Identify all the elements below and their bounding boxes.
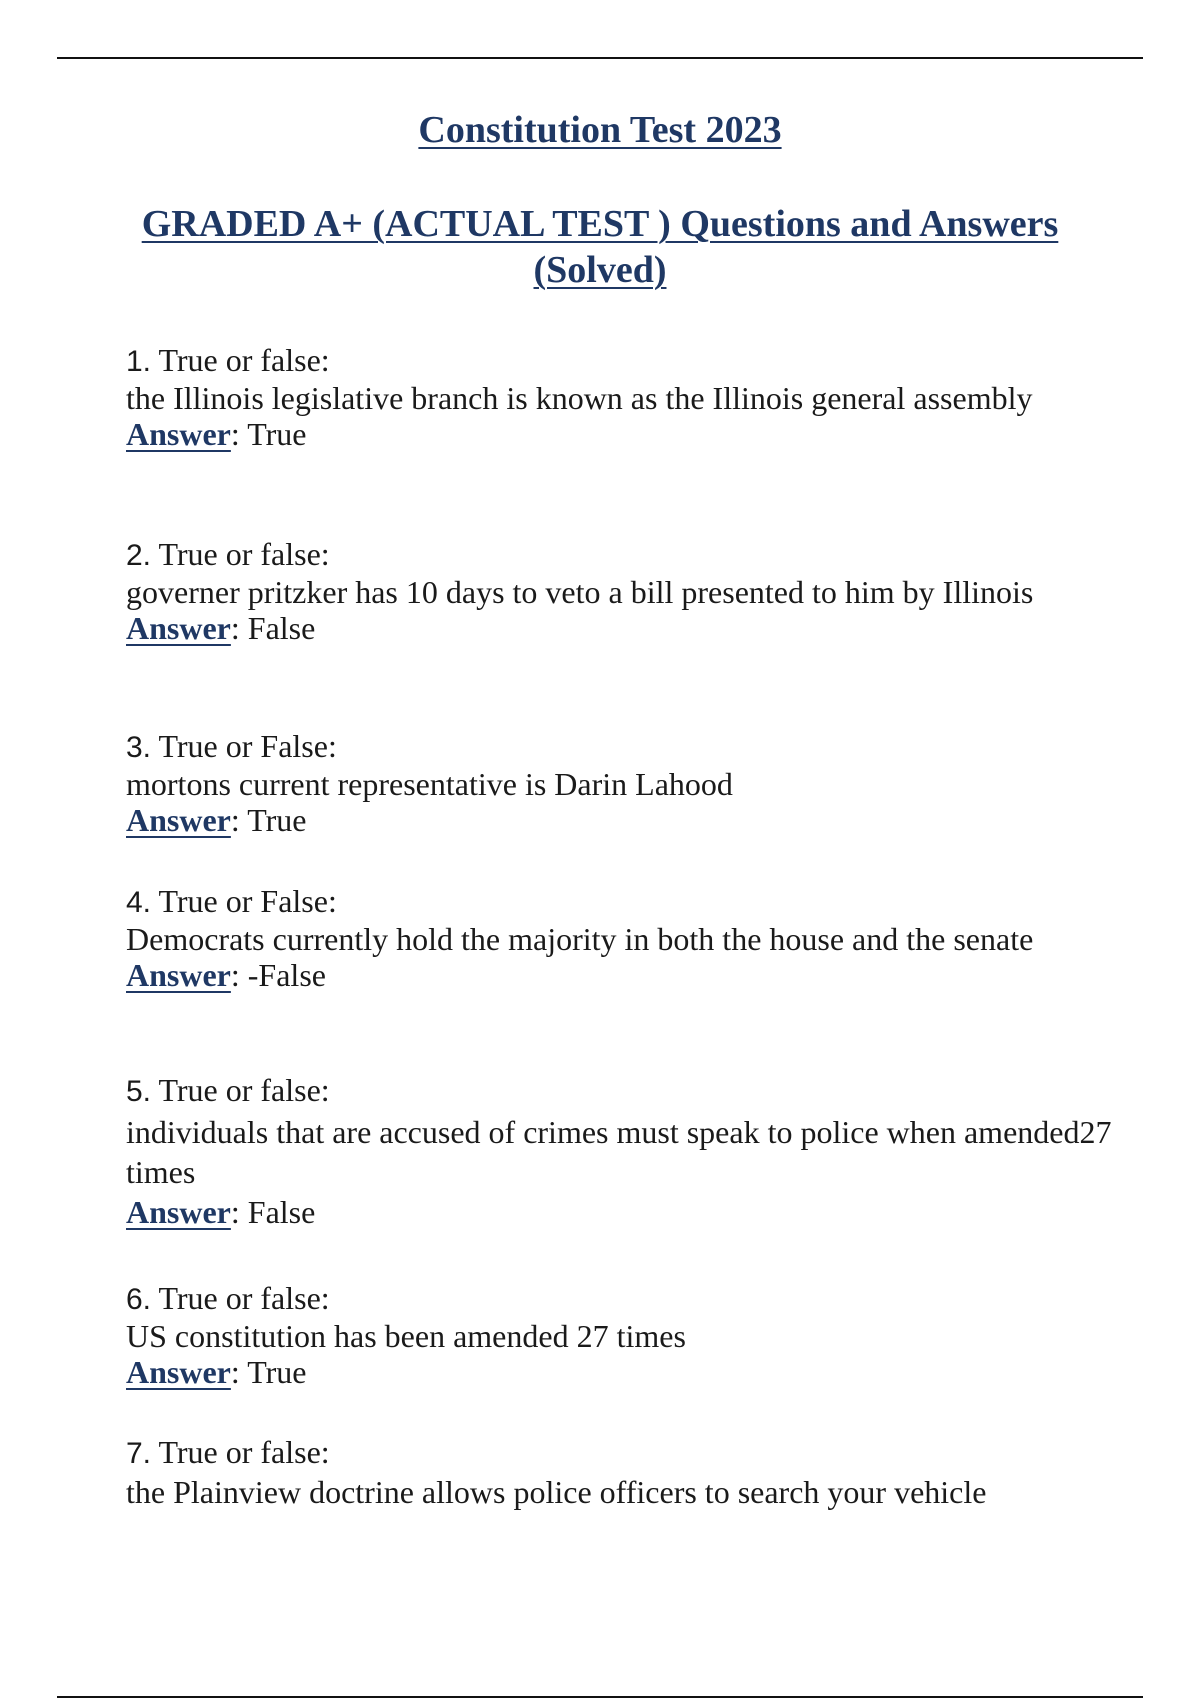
answer-line: Answer: False — [126, 610, 316, 646]
answer-value: True — [247, 416, 307, 452]
answer-label: Answer — [126, 1354, 231, 1390]
question-5 — [126, 1070, 1126, 1232]
question-text: individuals that are accused of crimes must speak to police when amended27 times — [126, 1114, 1112, 1190]
question-prompt: 4. True or False: — [126, 883, 337, 919]
question-6 — [126, 1280, 1126, 1390]
question-prompt: 5. True or false: — [126, 1072, 330, 1108]
answer-value: False — [247, 610, 316, 646]
question-1 — [126, 342, 1126, 452]
answer-label: Answer — [126, 1194, 231, 1230]
question-2 — [126, 536, 1126, 646]
answer-line: Answer: True — [126, 802, 307, 838]
question-text: the Plainview doctrine allows police officers to search your vehicle — [126, 1474, 987, 1510]
answer-value: False — [247, 1194, 316, 1230]
document-subtitle: GRADED A+ (ACTUAL TEST ) Questions and Answers (Solved) — [141, 203, 1059, 291]
question-prompt: 6. True or false: — [126, 1280, 330, 1316]
answer-line: Answer: False — [126, 1194, 316, 1230]
answer-label: Answer — [126, 802, 231, 838]
bottom-rule — [57, 1696, 1143, 1698]
question-text: the Illinois legislative branch is known as the Illinois general assembly — [126, 380, 1033, 416]
answer-line: Answer: -False — [126, 957, 326, 993]
question-text: US constitution has been amended 27 times — [126, 1318, 686, 1354]
answer-value: -False — [247, 957, 326, 993]
question-text: Democrats currently hold the majority in both the house and the senate — [126, 921, 1034, 957]
question-4 — [126, 883, 1126, 993]
answer-label: Answer — [126, 957, 231, 993]
question-text: governer pritzker has 10 days to veto a bill presented to him by Illinois — [126, 574, 1034, 610]
question-prompt: 1. True or false: — [126, 342, 330, 378]
top-rule — [57, 57, 1143, 59]
answer-label: Answer — [126, 610, 231, 646]
document-title: Constitution Test 2023 — [418, 109, 782, 151]
question-text: mortons current representative is Darin Lahood — [126, 766, 733, 802]
answer-line: Answer: True — [126, 1354, 307, 1390]
answer-label: Answer — [126, 416, 231, 452]
question-prompt: 7. True or false: — [126, 1434, 330, 1470]
question-3 — [126, 728, 1126, 838]
answer-line: Answer: True — [126, 416, 307, 452]
answer-value: True — [247, 1354, 307, 1390]
question-prompt: 2. True or false: — [126, 536, 330, 572]
question-prompt: 3. True or False: — [126, 728, 337, 764]
answer-value: True — [247, 802, 307, 838]
question-7 — [126, 1434, 1126, 1512]
